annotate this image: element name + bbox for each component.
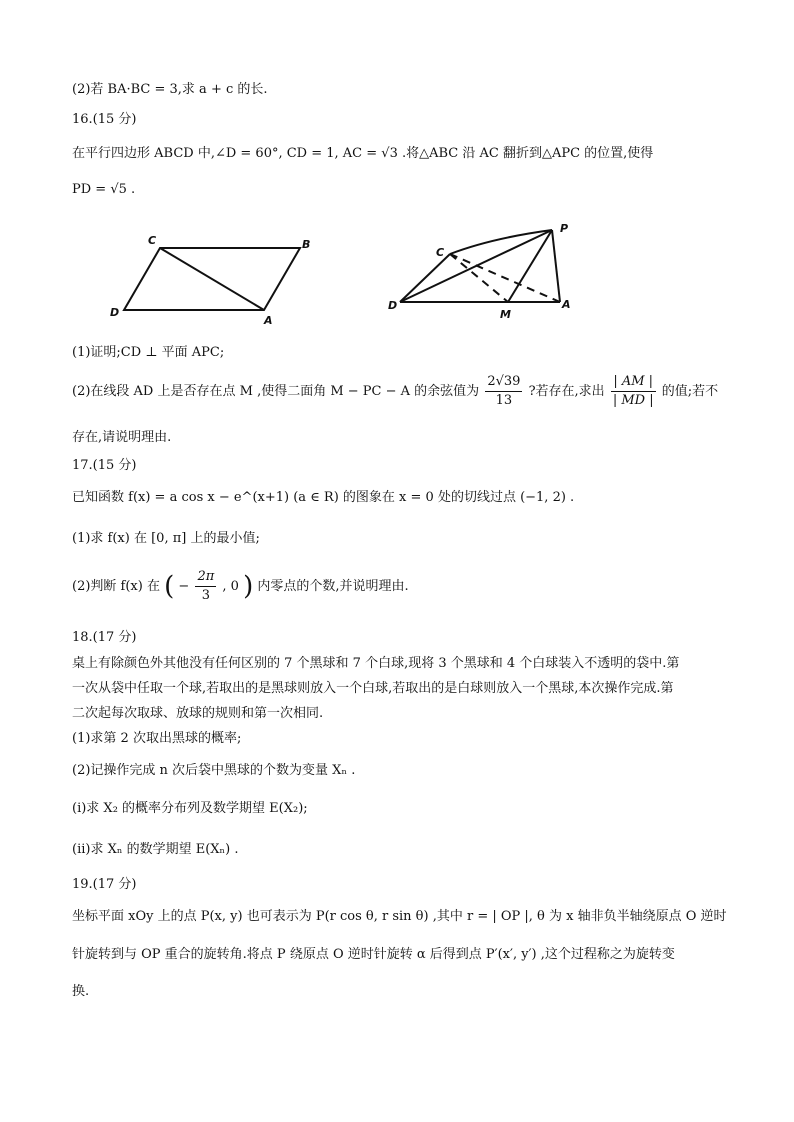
- q17-part2-text-b: 内零点的个数,并说明理由.: [257, 579, 409, 594]
- label-right-a: A: [562, 298, 571, 311]
- label-right-m: M: [500, 308, 511, 321]
- q17-part2: [72, 568, 409, 605]
- q16-part1: (1)证明;CD ⊥ 平面 APC;: [72, 345, 225, 360]
- edge-pa: [552, 230, 560, 302]
- edge-cm-dashed: [450, 254, 508, 302]
- q18-part2-ii: (ii)求 Xₙ 的数学期望 E(Xₙ) .: [72, 842, 239, 857]
- interval-numerator: 2π: [195, 568, 216, 587]
- q17-stem: 已知函数 f(x) = a cos x − e^(x+1) (a ∈ R) 的图象在 x = 0 处的切线过点 (−1, 2) .: [72, 490, 575, 505]
- edge-dc: [400, 254, 450, 302]
- q16-part2: [72, 373, 718, 410]
- interval-fraction: [195, 568, 216, 605]
- edge-ca-dashed: [450, 254, 560, 302]
- cosine-numerator: 2√39: [485, 373, 522, 392]
- q18-part2-i: (i)求 X₂ 的概率分布列及数学期望 E(X₂);: [72, 801, 308, 816]
- q16-part2-text-b: ?若存在,求出: [528, 384, 605, 399]
- q19-header: 19.(17 分): [72, 877, 137, 892]
- q18-stem-line3: 二次起每次取球、放球的规则和第一次相同.: [72, 706, 324, 721]
- ratio-numerator: | AM |: [611, 373, 656, 392]
- q19-stem-line1: 坐标平面 xOy 上的点 P(x, y) 也可表示为 P(r cos θ, r sin θ) ,其中 r = | OP |, θ 为 x 轴非负半轴绕原点 O 逆时: [72, 909, 727, 924]
- label-left-a: A: [264, 314, 273, 327]
- q16-header: 16.(15 分): [72, 112, 137, 127]
- label-right-c: C: [436, 246, 445, 259]
- q19-stem-line3: 换.: [72, 984, 90, 999]
- minus-sign: −: [178, 579, 190, 594]
- q15-part2: (2)若 BA·BC = 3,求 a + c 的长.: [72, 82, 268, 97]
- q16-part2-text-c: 的值;若不: [661, 384, 719, 399]
- q18-stem-line2: 一次从袋中任取一个球,若取出的是黑球则放入一个白球,若取出的是白球则放入一个黑球,本次操作完成.第: [72, 681, 674, 696]
- q16-part2-text-a: (2)在线段 AD 上是否存在点 M ,使得二面角 M − PC − A 的余弦值为: [72, 384, 480, 399]
- label-right-p: P: [560, 222, 569, 235]
- label-left-b: B: [302, 238, 311, 251]
- q17-header: 17.(15 分): [72, 458, 137, 473]
- ratio-fraction: [611, 373, 656, 410]
- diagonal-ac: [160, 248, 264, 310]
- label-left-c: C: [148, 234, 157, 247]
- q18-stem-line1: 桌上有除颜色外其他没有任何区别的 7 个黑球和 7 个白球,现将 3 个黑球和 4 个白球装入不透明的袋中.第: [72, 656, 680, 671]
- right-paren: ): [243, 571, 254, 602]
- q16-part2-line2: 存在,请说明理由.: [72, 430, 172, 445]
- q19-stem-line2: 针旋转到与 OP 重合的旋转角.将点 P 绕原点 O 逆时针旋转 α 后得到点 P′(x′, y′) ,这个过程称之为旋转变: [72, 947, 675, 962]
- interval-denominator: 3: [201, 588, 210, 603]
- parallelogram-figure: [72, 212, 592, 330]
- left-paren: (: [164, 571, 175, 602]
- q18-header: 18.(17 分): [72, 630, 137, 645]
- q18-part1: (1)求第 2 次取出黑球的概率;: [72, 731, 242, 746]
- q17-part1: (1)求 f(x) 在 [0, π] 上的最小值;: [72, 531, 260, 546]
- label-right-d: D: [388, 299, 398, 312]
- q16-stem-line2: PD = √5 .: [72, 182, 136, 197]
- q16-figure: [72, 212, 592, 330]
- cosine-fraction: [485, 373, 522, 410]
- cosine-denominator: 13: [495, 393, 513, 408]
- q18-part2: (2)记操作完成 n 次后袋中黑球的个数为变量 Xₙ .: [72, 763, 356, 778]
- ratio-denominator: | MD |: [612, 393, 654, 408]
- q16-stem-line1: 在平行四边形 ABCD 中,∠D = 60°, CD = 1, AC = √3 .将△ABC 沿 AC 翻折到△APC 的位置,使得: [72, 146, 654, 161]
- interval-right-end: , 0: [222, 579, 239, 594]
- edge-cp: [450, 230, 552, 254]
- q17-part2-text-a: (2)判断 f(x) 在: [72, 579, 160, 594]
- label-left-d: D: [110, 306, 120, 319]
